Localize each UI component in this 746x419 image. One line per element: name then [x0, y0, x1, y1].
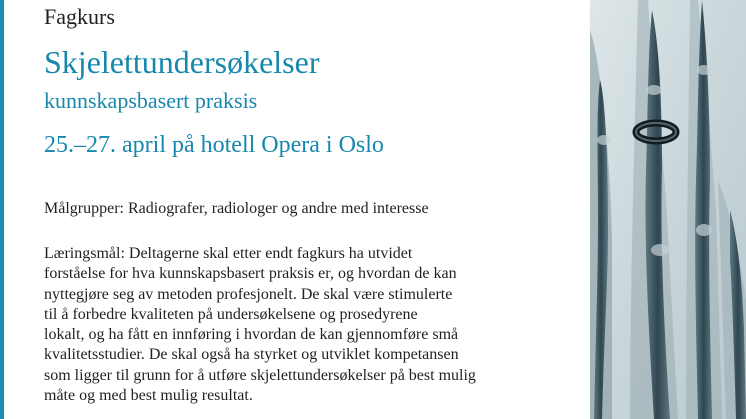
left-accent-rule: [0, 0, 4, 419]
learning-goals-line: kvalitetsstudier. De skal også ha styrket og utviklet kompetansen: [44, 346, 459, 364]
course-subtitle: kunnskapsbasert praksis: [44, 88, 258, 113]
learning-goals-line: Læringsmål: Deltagerne skal etter endt fagkurs ha utvidet: [44, 245, 413, 262]
hand-xray-graphic: [590, 0, 746, 419]
learning-goals-line: nyttegjøre seg av metoden profesjonelt. De skal være stimulerte: [44, 285, 453, 303]
target-audience: Målgrupper: Radiografer, radiologer og andre med interesse: [44, 200, 429, 217]
course-type-label: Fagkurs: [44, 4, 115, 29]
learning-goals-line: som ligger til grunn for å utføre skjelettundersøkelser på best mulig: [44, 366, 476, 384]
learning-goals-line: forståelse for hva kunnskapsbasert praksis er, og hvordan de kan: [44, 265, 457, 283]
course-title: Skjelettundersøkelser: [44, 44, 320, 80]
learning-goals-line: måte og med best mulig resultat.: [44, 387, 253, 405]
learning-goals-line: til å forbedre kvaliteten på undersøkelsene og prosedyrene: [44, 305, 418, 323]
course-announcement: [44, 0, 584, 419]
course-date-location: 25.–27. april på hotell Opera i Oslo: [44, 132, 384, 158]
hand-xray-image: [590, 0, 746, 419]
learning-goals-line: lokalt, og ha fått en innføring i hvordan de kan gjennomføre små: [44, 326, 459, 344]
learning-goals: [44, 244, 584, 406]
